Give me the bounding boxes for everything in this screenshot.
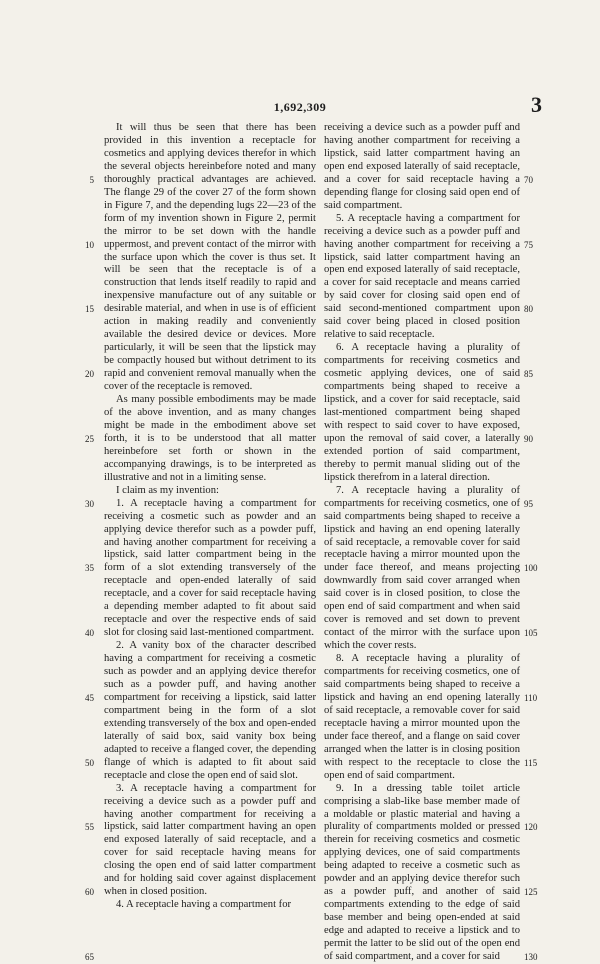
line-number: 40 (85, 628, 94, 639)
paragraph: 8. A receptacle having a plurality of compartments for receiving cosmetics, one of said compartments being shaped to receive a lipstick and having an end opening laterally of said receptacle, a removable cover for said receptacle having a mirror mounted upon the under face thereof, and a flange on said cover arranged when the latter is in closing position with respect to the receptacle to close the open end of said compartment. (324, 653, 520, 781)
line-number: 80 (524, 304, 533, 315)
paragraph: 6. A receptacle having a plurality of compartments for receiving cosmetics and cosmetic applying devices, one of said compartments being shaped to receive a lipstick, and a cover for said receptacle, said last-mentioned compartment being shaped with respect to said cover to have exposed, upon the removal of said cover, a laterally extended portion of said compartment, thereby to permit manual sliding out of the lipstick therefrom in a lateral direction. (324, 342, 520, 483)
paragraph: 4. A receptacle having a compartment for (116, 899, 292, 911)
line-number: 20 (85, 369, 94, 380)
line-number: 55 (85, 822, 94, 833)
paragraph: 9. In a dressing table toilet article comprising a slab-like base member made of a moldable or plastic material and having a plurality of compartments molded or pressed therein for receiving cosmetics and cosmetic applying devices, one of said compartments being adapted to receive a cosmetic such as powder and an applying device therefor such as a powder puff, and another of said compartments extending to the edge of said base member and being open-ended at said edge and adapted to receive a lipstick and to permit the latter to be slid out of the open end of said compartment, and a cover for said (324, 782, 520, 962)
paragraph: receiving a device such as a powder puff and having another compartment for receiving a lipstick, said latter compartment having an open end exposed laterally of said receptacle, and a cover for said receptacle having a depending flange for closing said open end of said compartment. (324, 122, 520, 211)
paragraph: 7. A receptacle having a plurality of compartments for receiving cosmetics, one of said compartments being shaped to receive a lipstick and having an end opening laterally of said receptacle, a removable cover for said receptacle having a mirror mounted upon the under face thereof, and means projecting downwardly from said cover arranged when said cover is in closed position, to close the open end of said compartment and when said cover is removed and set down to prevent contact of the mirror with the surface upon which the cover rests. (324, 484, 520, 652)
left-text-column (104, 122, 316, 912)
right-text-column (324, 122, 520, 964)
line-number: 70 (524, 174, 533, 185)
line-number: 130 (524, 951, 538, 962)
line-number: 65 (85, 951, 94, 962)
line-number: 110 (524, 692, 538, 703)
line-number: 50 (85, 757, 94, 768)
paragraph: As many possible embodiments may be made of the above invention, and as many changes might be made in the embodiment above set forth, it is to be understood that all matter hereinbefore set forth or shown in the accompanying drawings, is to be interpreted as illustrative and not in a limiting sense. (104, 394, 316, 483)
line-number: 5 (89, 174, 94, 185)
line-number: 115 (524, 757, 538, 768)
paragraph: 5. A receptacle having a compartment for receiving a device such as a powder puff and having another compartment for receiving a lipstick, said latter compartment having an open end exposed laterally of said receptacle, a cover for said receptacle and means carried by said cover for closing said open end of said second-mentioned compartment upon said cover being placed in closed position relative to said receptacle. (324, 212, 520, 341)
line-number: 75 (524, 239, 533, 250)
paragraph: It will thus be seen that there has been provided in this invention a receptacle for cosmetics and applying devices therefor in which the several objects hereinbefore noted and many thoroughly practical advantages are achieved. The flange 29 of the cover 27 of the form shown in Figure 7, and the depending lugs 22—23 of the form of my invention shown in Figure 2, permit the mirror to be set down with the handle uppermost, and prevent contact of the mirror with the surface upon which the cover is thus set. It will be seen that the receptacle is of a construction that lends itself readily to rapid and inexpensive manufacture out of any suitable or desirable material, and when in use is of efficient action in making readily and conveniently available the desired device or devices. More particularly, it will be seen that the lipstick may be compactly housed but without detriment to its rapid and convenient removal manually when the cover of the receptacle is removed. (104, 122, 316, 393)
line-number: 25 (85, 433, 94, 444)
line-number: 120 (524, 822, 538, 833)
line-number: 85 (524, 369, 533, 380)
page-number: 3 (531, 92, 542, 117)
paragraph: I claim as my invention: (116, 484, 219, 496)
paragraph: 1. A receptacle having a compartment for receiving a cosmetic such as powder and an applying device therefor such as a powder puff, and having another compartment for receiving a lipstick, said latter compartment being in the form of a slot extending transversely of the receptacle and open-ended laterally of said receptacle, and a cover for said receptacle having a depending member adapted to fit about said receptacle and over the respective ends of said slot for closing said last-mentioned compartment. (104, 497, 316, 639)
line-number: 45 (85, 692, 94, 703)
line-number: 10 (85, 239, 94, 250)
line-number: 125 (524, 887, 538, 898)
line-number: 30 (85, 498, 94, 509)
line-number: 105 (524, 628, 538, 639)
line-number: 35 (85, 563, 94, 574)
paragraph: 3. A receptacle having a compartment for receiving a device such as a powder puff and having another compartment for receiving a lipstick, said latter compartment having an open end exposed laterally of said receptacle, and a cover for said receptacle having means for closing the open end of said latter compartment and for holding said cover against displacement when in closed position. (104, 782, 316, 898)
line-number: 90 (524, 433, 533, 444)
line-number: 15 (85, 304, 94, 315)
line-number: 95 (524, 498, 533, 509)
paragraph: 2. A vanity box of the character described having a compartment for receiving a cosmetic such as powder and an applying device therefor such as a powder puff, and having another compartment for receiving a lipstick, said latter compartment being in the form of a slot extending transversely of the box and open-ended laterally of said box, said vanity box being adapted to receive a flanged cover, the depending flange of which is adapted to fit about said receptacle and close the open end of said slot. (104, 640, 316, 781)
patent-number: 1,692,309 (273, 100, 327, 114)
line-number: 100 (524, 563, 538, 574)
line-number: 60 (85, 887, 94, 898)
